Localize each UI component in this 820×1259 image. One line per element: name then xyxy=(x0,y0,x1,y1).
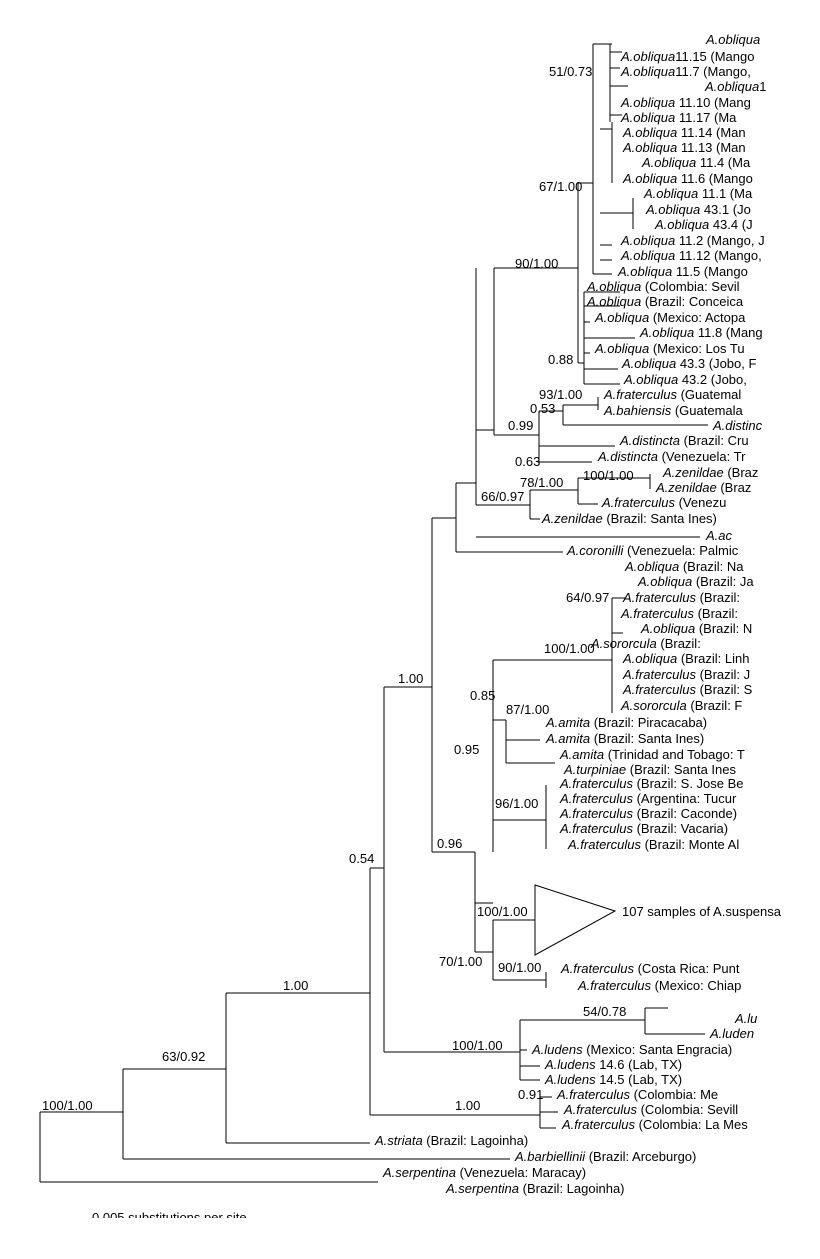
leaf-detail: 11.4 (Ma xyxy=(696,155,751,170)
leaf-detail: 11.1 (Ma xyxy=(698,186,753,201)
leaf-species: A.obliqua xyxy=(587,279,642,294)
support-value: 90/1.00 xyxy=(498,960,542,975)
leaf-detail: (Venezuela: Tr xyxy=(657,449,746,464)
leaf-label xyxy=(531,1042,732,1057)
leaf-detail: (Braz xyxy=(723,465,759,480)
support-value: 0.85 xyxy=(470,688,496,703)
leaf-detail: (Colombia: Me xyxy=(629,1087,719,1102)
leaf-detail: (Costa Rica: Punt xyxy=(633,961,740,976)
leaf-detail: 11.6 (Mango xyxy=(677,171,753,186)
leaf-detail: 11.13 (Man xyxy=(677,140,746,155)
leaf-label xyxy=(705,528,733,543)
support-value: 51/0.73 xyxy=(549,64,593,79)
leaf-label xyxy=(561,1117,748,1132)
leaf-label xyxy=(620,248,762,263)
support-value: 100/1.00 xyxy=(452,1038,503,1053)
support-value: 0.88 xyxy=(548,352,574,367)
leaf-species: A.amita xyxy=(560,747,605,762)
leaf-label xyxy=(620,95,751,110)
support-value: 0.53 xyxy=(530,401,556,416)
leaf-detail: (Brazil: S xyxy=(695,682,753,697)
leaf-detail: (Brazil: Cru xyxy=(679,433,749,448)
leaf-species: A.bahiensis xyxy=(604,403,672,418)
leaf-detail: 11.12 (Mango, xyxy=(675,248,762,263)
leaf-species: A.fraterculus xyxy=(602,495,675,510)
leaf-species: A.obliqua xyxy=(618,264,673,279)
leaf-detail: (Brazil: Monte Al xyxy=(640,837,740,852)
collapsed-clade-triangle xyxy=(535,885,615,955)
leaf-detail: (Brazil: Vacaria) xyxy=(632,821,729,836)
leaf-detail: (Brazil: J xyxy=(695,667,751,682)
support-value: 100/1.00 xyxy=(544,641,595,656)
leaf-species: A.lu xyxy=(735,1011,758,1026)
leaf-species: A.fraterculus xyxy=(623,590,696,605)
leaf-detail: (Brazil: Piracacaba) xyxy=(590,715,708,730)
leaf-label xyxy=(545,715,707,730)
leaf-detail: (Mexico: Chiap xyxy=(650,978,742,993)
leaf-detail: (Brazil: Santa Ines) xyxy=(590,731,705,746)
leaf-species: A.obliqua xyxy=(624,372,679,387)
leaf-species: A.amita xyxy=(546,715,591,730)
leaf-label xyxy=(641,155,751,170)
support-value: 0.63 xyxy=(515,454,541,469)
leaf-species: A.obliqua xyxy=(621,64,676,79)
support-value: 93/1.00 xyxy=(539,387,583,402)
support-value: 1.00 xyxy=(398,671,424,686)
leaf-label xyxy=(559,821,728,836)
leaf-species: A.amita xyxy=(546,731,591,746)
leaf-species: A.obliqua xyxy=(623,125,678,140)
support-value: 0.54 xyxy=(349,851,375,866)
leaf-label xyxy=(544,1057,682,1072)
leaf-detail: 11.10 (Mang xyxy=(675,95,751,110)
leaf-detail: 11.7 (Mango, xyxy=(675,64,751,79)
leaf-species: A.obliqua xyxy=(622,356,677,371)
support-value: 96/1.00 xyxy=(495,796,539,811)
leaf-label xyxy=(622,125,746,140)
support-value: 0.91 xyxy=(518,1087,544,1102)
leaf-detail: (Mexico: Los Tu xyxy=(649,341,745,356)
leaf-label xyxy=(603,403,744,418)
leaf-detail: (Colombia: La Mes xyxy=(634,1117,748,1132)
support-value: 0.95 xyxy=(454,742,480,757)
leaf-label xyxy=(620,49,754,64)
leaf-label xyxy=(622,651,749,666)
leaf-species: A.distincta xyxy=(620,433,680,448)
leaf-label xyxy=(566,543,739,558)
leaf-species: A.fraterculus xyxy=(560,791,633,806)
leaf-species: A.obliqua xyxy=(646,202,701,217)
support-value: 100/1.00 xyxy=(583,468,634,483)
support-value: 100/1.00 xyxy=(42,1098,93,1113)
leaf-detail: 11.5 (Mango xyxy=(672,264,748,279)
leaf-detail: (Brazil: Santa Ines) xyxy=(602,511,717,526)
support-value: 70/1.00 xyxy=(439,954,483,969)
leaf-detail: (Brazil: F xyxy=(686,698,743,713)
leaf-species: A.zenildae xyxy=(663,465,724,480)
bottom-crop xyxy=(0,1218,820,1259)
leaf-species: A.fraterculus xyxy=(578,978,651,993)
collapsed-clade-label: 107 samples of A.suspensa xyxy=(622,904,781,919)
leaf-label xyxy=(617,264,748,279)
support-value: 78/1.00 xyxy=(520,475,564,490)
leaf-species: A.obliqua xyxy=(621,95,676,110)
leaf-detail: 43.1 (Jo xyxy=(700,202,751,217)
leaf-species: A.obliqua xyxy=(640,325,695,340)
leaf-detail: (Brazil: Santa Ines xyxy=(626,762,736,777)
leaf-label xyxy=(586,294,744,309)
leaf-label xyxy=(559,747,745,762)
leaf-label xyxy=(590,636,701,651)
leaf-species: A.barbiellinii xyxy=(515,1149,586,1164)
leaf-label xyxy=(577,978,741,993)
leaf-detail: 14.5 (Lab, TX) xyxy=(595,1072,683,1087)
leaf-label xyxy=(514,1149,696,1164)
support-value: 54/0.78 xyxy=(583,1004,627,1019)
leaf-detail: (Brazil: Caconde) xyxy=(632,806,738,821)
leaf-detail: 14.6 (Lab, TX) xyxy=(595,1057,683,1072)
leaf-species: A.striata xyxy=(375,1133,423,1148)
leaf-detail: (Venezuela: Maracay) xyxy=(456,1165,587,1180)
leaf-species: A.obliqua xyxy=(655,217,710,232)
leaf-detail: (Guatemala xyxy=(671,403,743,418)
leaf-species: A.ludens xyxy=(545,1057,596,1072)
leaf-detail: (Mexico: Santa Engracia) xyxy=(582,1042,733,1057)
leaf-species: A.distinc xyxy=(713,418,763,433)
leaf-label xyxy=(586,279,740,294)
leaf-label xyxy=(623,372,747,387)
leaf-species: A.fraterculus xyxy=(560,806,633,821)
support-value: 63/0.92 xyxy=(162,1049,206,1064)
leaf-detail: (Colombia: Sevil xyxy=(641,279,740,294)
leaf-label xyxy=(563,762,736,777)
leaf-label xyxy=(662,465,758,480)
leaf-label xyxy=(620,64,751,79)
leaf-label xyxy=(594,310,746,325)
leaf-detail: (Trinidad and Tobago: T xyxy=(604,747,745,762)
leaf-label xyxy=(382,1165,586,1180)
leaf-label xyxy=(597,449,746,464)
leaf-detail: 11.8 (Mang xyxy=(694,325,763,340)
leaf-label xyxy=(620,606,738,621)
leaf-label xyxy=(567,837,739,852)
leaf-label xyxy=(734,1011,757,1026)
leaf-detail: (Brazil: xyxy=(695,590,741,605)
leaf-detail: (Brazil: N xyxy=(695,621,753,636)
leaf-species: A.sororcula xyxy=(621,698,687,713)
leaf-label xyxy=(559,776,744,791)
leaf-species: A.fraterculus xyxy=(568,837,641,852)
leaf-label xyxy=(705,32,760,47)
leaf-detail: 11.2 (Mango, J xyxy=(675,233,765,248)
leaf-species: A.fraterculus xyxy=(557,1087,630,1102)
support-value: 87/1.00 xyxy=(506,702,550,717)
leaf-detail: (Brazil: Lagoinha) xyxy=(519,1181,625,1196)
leaf-species: A.obliqua xyxy=(621,49,676,64)
leaf-species: A.ludens xyxy=(545,1072,596,1087)
leaf-species: A.zenildae xyxy=(656,480,717,495)
leaf-species: A.ludens xyxy=(532,1042,583,1057)
leaf-label xyxy=(559,791,737,806)
leaf-detail: (Brazil: Linh xyxy=(677,651,750,666)
leaf-species: A.serpentina xyxy=(446,1181,519,1196)
leaf-species: A.fraterculus xyxy=(562,1117,635,1132)
support-value: 1.00 xyxy=(455,1098,481,1113)
leaf-species: A.obliqua xyxy=(625,559,680,574)
leaf-label xyxy=(556,1087,718,1102)
leaf-label xyxy=(622,171,753,186)
leaf-label xyxy=(541,511,717,526)
leaf-label xyxy=(560,961,740,976)
leaf-detail: (Brazil: Ja xyxy=(692,574,754,589)
leaf-label xyxy=(620,233,765,248)
leaf-label xyxy=(654,217,753,232)
leaf-label xyxy=(445,1181,625,1196)
leaf-label xyxy=(643,186,753,201)
leaf-species: A.obliqua xyxy=(621,110,676,125)
leaf-species: A.obliqua xyxy=(641,621,696,636)
leaf-species: A.coronilli xyxy=(567,543,624,558)
support-value: 0.96 xyxy=(437,836,463,851)
leaf-detail: 11.14 (Man xyxy=(677,125,746,140)
leaf-species: A.obliqua xyxy=(642,155,697,170)
leaf-species: A.obliqua xyxy=(587,294,642,309)
leaf-label xyxy=(545,731,704,746)
leaf-species: A.obliqua xyxy=(623,140,678,155)
support-value: 90/1.00 xyxy=(515,256,559,271)
leaf-detail: 11.15 (Mango xyxy=(675,49,755,64)
leaf-species: A.serpentina xyxy=(383,1165,456,1180)
leaf-labels xyxy=(374,32,766,1196)
leaf-species: A.fraterculus xyxy=(623,682,696,697)
support-value: 0.99 xyxy=(508,418,534,433)
leaf-species: A.obliqua xyxy=(706,32,761,47)
leaf-label xyxy=(603,387,741,402)
leaf-detail: 1 xyxy=(759,79,767,94)
leaf-label xyxy=(704,79,766,94)
leaf-label xyxy=(621,356,756,371)
leaf-label xyxy=(620,110,737,125)
leaf-label xyxy=(622,667,750,682)
leaf-species: A.fraterculus xyxy=(560,776,633,791)
leaf-label xyxy=(601,495,726,510)
leaf-detail: (Brazil: Conceica xyxy=(641,294,744,309)
leaf-species: A.obliqua xyxy=(623,171,678,186)
leaf-label xyxy=(639,325,763,340)
leaf-detail: (Colombia: Sevill xyxy=(636,1102,739,1117)
support-value: 66/0.97 xyxy=(481,489,525,504)
leaf-species: A.obliqua xyxy=(644,186,699,201)
leaf-label xyxy=(709,1026,754,1041)
leaf-label xyxy=(619,433,749,448)
leaf-detail: (Braz xyxy=(716,480,752,495)
leaf-label xyxy=(622,140,746,155)
leaf-detail: (Brazil: Na xyxy=(679,559,744,574)
leaf-label xyxy=(563,1102,738,1117)
support-value: 64/0.97 xyxy=(566,590,610,605)
leaf-species: A.luden xyxy=(710,1026,755,1041)
leaf-detail: 11.17 (Ma xyxy=(675,110,737,125)
leaf-species: A.obliqua xyxy=(638,574,693,589)
leaf-label xyxy=(645,202,751,217)
leaf-species: A.zenildae xyxy=(542,511,603,526)
leaf-label xyxy=(559,806,737,821)
leaf-species: A.obliqua xyxy=(621,248,676,263)
leaf-detail: (Venezu xyxy=(674,495,727,510)
leaf-label xyxy=(622,590,740,605)
leaf-species: A.fraterculus xyxy=(604,387,677,402)
leaf-species: A.obliqua xyxy=(595,310,650,325)
leaf-detail: (Brazil: S. Jose Be xyxy=(632,776,744,791)
leaf-species: A.fraterculus xyxy=(623,667,696,682)
support-value: 1.00 xyxy=(283,978,309,993)
leaf-species: A.obliqua xyxy=(595,341,650,356)
leaf-species: A.obliqua xyxy=(621,233,676,248)
leaf-label xyxy=(594,341,745,356)
leaf-label xyxy=(624,559,744,574)
leaf-detail: 43.4 (J xyxy=(709,217,753,232)
leaf-species: A.fraterculus xyxy=(621,606,694,621)
leaf-detail: 43.3 (Jobo, F xyxy=(676,356,757,371)
leaf-detail: (Brazil: xyxy=(656,636,701,651)
leaf-species: A.fraterculus xyxy=(560,821,633,836)
support-value: 67/1.00 xyxy=(539,179,583,194)
leaf-detail: (Argentina: Tucur xyxy=(632,791,737,806)
leaf-species: A.turpiniae xyxy=(564,762,627,777)
support-value: 100/1.00 xyxy=(477,904,528,919)
support-values xyxy=(42,64,634,1113)
leaf-species: A.obliqua xyxy=(705,79,760,94)
leaf-species: A.sororcula xyxy=(591,636,657,651)
leaf-detail: (Guatemal xyxy=(676,387,742,402)
leaf-detail: (Mexico: Actopa xyxy=(649,310,746,325)
leaf-detail: (Brazil: Lagoinha) xyxy=(422,1133,529,1148)
leaf-species: A.fraterculus xyxy=(561,961,634,976)
leaf-detail: (Venezuela: Palmic xyxy=(623,543,739,558)
leaf-species: A.fraterculus xyxy=(564,1102,637,1117)
leaf-label xyxy=(544,1072,682,1087)
leaf-species: A.distincta xyxy=(598,449,658,464)
leaf-label xyxy=(640,621,752,636)
leaf-label xyxy=(620,698,742,713)
leaf-detail: (Brazil: xyxy=(693,606,739,621)
leaf-species: A.ac xyxy=(706,528,733,543)
leaf-label xyxy=(655,480,751,495)
leaf-label xyxy=(622,682,753,697)
leaf-species: A.obliqua xyxy=(623,651,678,666)
leaf-detail: 43.2 (Jobo, xyxy=(678,372,747,387)
leaf-label xyxy=(712,418,763,433)
leaf-detail: (Brazil: Arceburgo) xyxy=(585,1149,697,1164)
leaf-label xyxy=(374,1133,528,1148)
leaf-label xyxy=(637,574,754,589)
